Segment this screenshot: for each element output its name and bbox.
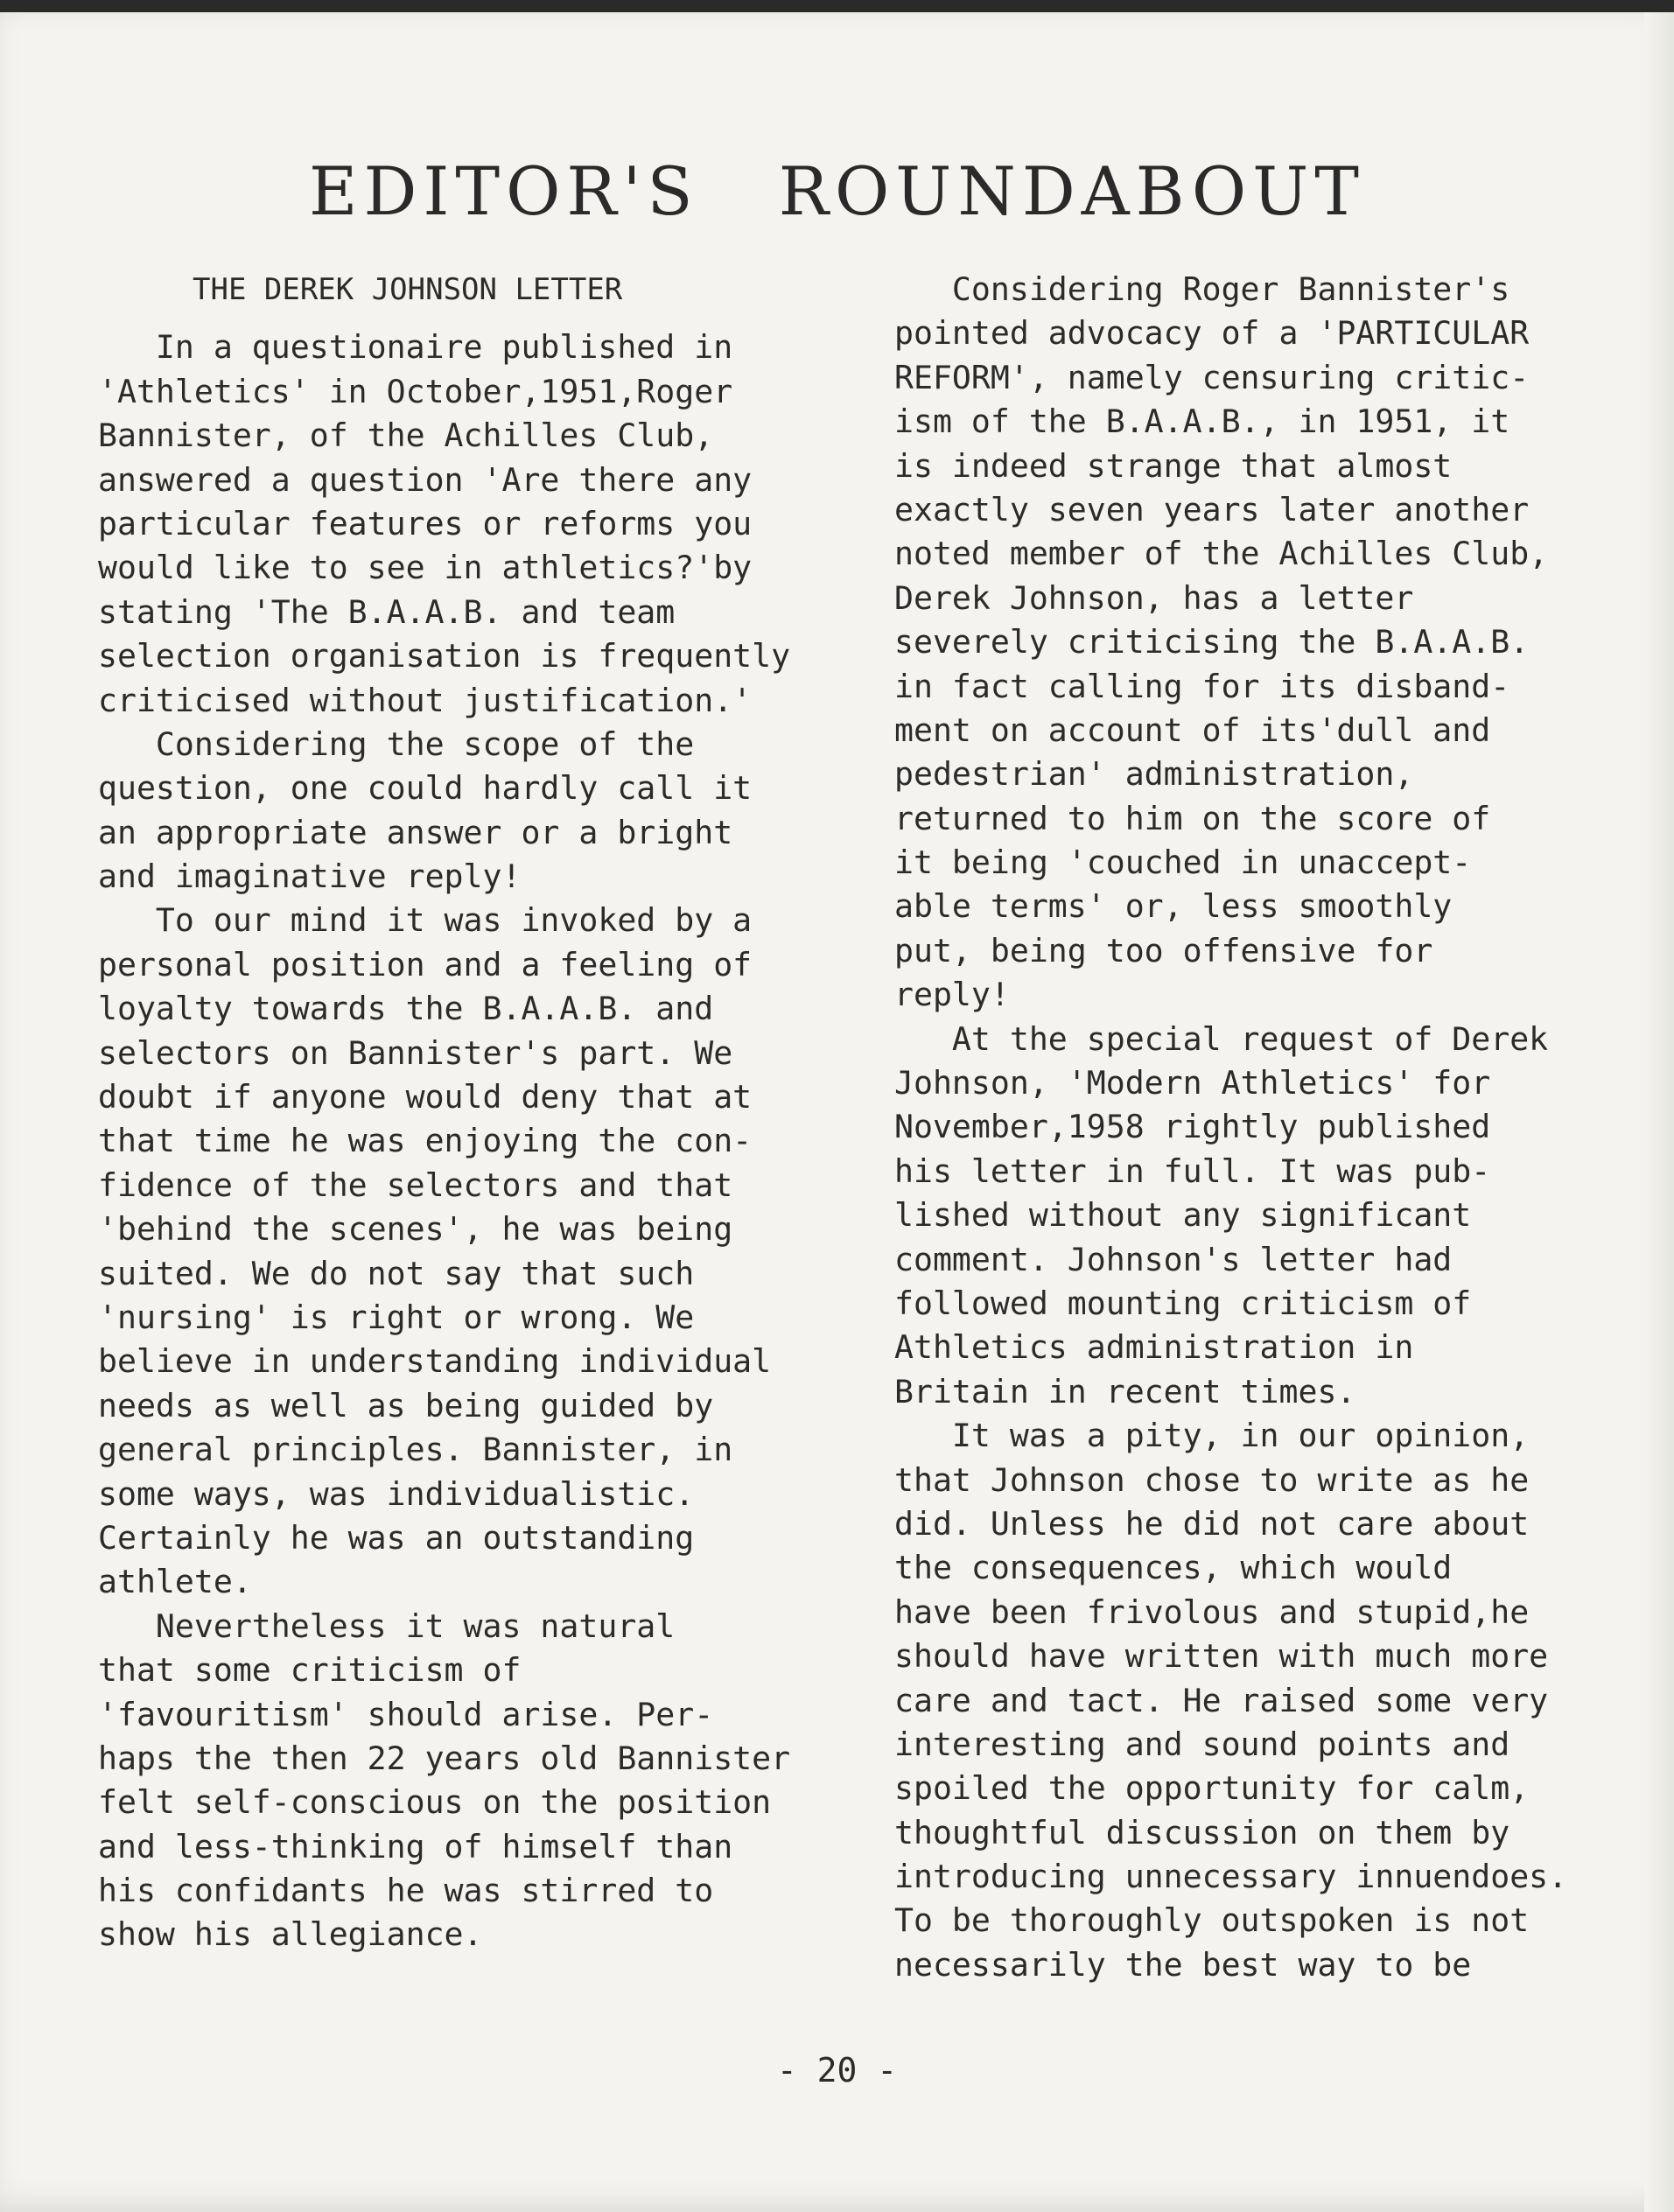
- text-line: question, one could hardly call it: [98, 769, 753, 808]
- text-line: REFORM', namely censuring critic-: [894, 358, 1530, 396]
- text-line: selectors on Bannister's part. We: [98, 1033, 733, 1072]
- text-line: would like to see in athletics?'by: [98, 549, 753, 587]
- text-line: answered a question 'Are there any: [98, 460, 753, 499]
- text-line: At the special request of Derek: [894, 1019, 1549, 1058]
- text-line: loyalty towards the B.A.A.B. and: [98, 990, 714, 1028]
- text-line: necessarily the best way to be: [894, 1945, 1472, 1984]
- text-line: Considering the scope of the: [98, 724, 695, 763]
- text-line: that Johnson chose to write as he: [894, 1460, 1530, 1499]
- text-line: is indeed strange that almost: [894, 446, 1453, 485]
- text-line: stating 'The B.A.A.B. and team: [98, 592, 676, 631]
- text-line: did. Unless he did not care about: [894, 1504, 1530, 1543]
- text-line: care and tact. He raised some very: [894, 1681, 1549, 1719]
- text-line: spoiled the opportunity for calm,: [894, 1769, 1530, 1808]
- text-line: criticised without justification.': [98, 681, 753, 719]
- text-line: reply!: [894, 976, 1010, 1014]
- text-line: doubt if anyone would deny that at: [98, 1078, 753, 1116]
- text-line: Athletics administration in: [894, 1328, 1414, 1367]
- text-line: needs as well as being guided by: [98, 1386, 714, 1424]
- text-line: felt self-conscious on the position: [98, 1783, 772, 1822]
- text-line: November,1958 rightly published: [894, 1108, 1491, 1146]
- text-line: particular features or reforms you: [98, 504, 753, 542]
- text-line: thoughtful discussion on them by: [894, 1813, 1510, 1852]
- text-line: haps the then 22 years old Bannister: [98, 1739, 791, 1777]
- text-line: comment. Johnson's letter had: [894, 1240, 1453, 1278]
- text-line: personal position and a feeling of: [98, 945, 753, 984]
- text-line: show his allegiance.: [98, 1915, 483, 1954]
- text-line: ment on account of its'dull and: [894, 710, 1491, 749]
- text-line: some ways, was individualistic.: [98, 1474, 695, 1513]
- text-line: interesting and sound points and: [894, 1725, 1510, 1763]
- text-line: that time he was enjoying the con-: [98, 1122, 753, 1160]
- right-column: [894, 268, 1664, 1987]
- section-heading: THE DEREK JOHNSON LETTER: [193, 272, 623, 307]
- text-line: followed mounting criticism of: [894, 1284, 1472, 1322]
- text-line: 'favouritism' should arise. Per-: [98, 1695, 714, 1733]
- text-line: 'nursing' is right or wrong. We: [98, 1298, 695, 1336]
- text-line: his confidants he was stirred to: [98, 1872, 714, 1910]
- text-line: Considering Roger Bannister's: [894, 270, 1510, 308]
- text-line: Certainly he was an outstanding: [98, 1518, 695, 1557]
- text-line: To be thoroughly outspoken is not: [894, 1901, 1530, 1940]
- text-line: Derek Johnson, has a letter: [894, 578, 1414, 617]
- text-line: returned to him on the score of: [894, 799, 1491, 837]
- text-line: athlete.: [98, 1563, 252, 1601]
- text-line: 'Athletics' in October,1951,Roger: [98, 372, 733, 410]
- text-line: severely criticising the B.A.A.B.: [894, 623, 1530, 662]
- text-line: and less-thinking of himself than: [98, 1827, 733, 1866]
- text-line: ism of the B.A.A.B., in 1951, it: [894, 402, 1510, 441]
- text-line: suited. We do not say that such: [98, 1254, 695, 1292]
- text-line: To our mind it was invoked by a: [98, 901, 753, 940]
- text-line: fidence of the selectors and that: [98, 1166, 733, 1204]
- text-line: exactly seven years later another: [894, 490, 1530, 528]
- text-line: should have written with much more: [894, 1637, 1549, 1676]
- text-line: pointed advocacy of a 'PARTICULAR: [894, 314, 1530, 353]
- text-line: able terms' or, less smoothly: [894, 887, 1453, 926]
- text-line: pedestrian' administration,: [894, 755, 1414, 794]
- text-line: Britain in recent times.: [894, 1372, 1356, 1410]
- text-line: that some criticism of: [98, 1651, 522, 1690]
- text-line: 'behind the scenes', he was being: [98, 1210, 733, 1249]
- text-line: lished without any significant: [894, 1196, 1472, 1235]
- document-page: [0, 12, 1674, 2212]
- text-line: his letter in full. It was pub-: [894, 1152, 1491, 1190]
- text-line: have been frivolous and stupid,he: [894, 1592, 1530, 1631]
- text-line: It was a pity, in our opinion,: [894, 1417, 1530, 1455]
- text-line: noted member of the Achilles Club,: [894, 535, 1549, 573]
- text-line: it being 'couched in unaccept-: [894, 844, 1472, 882]
- left-column: [98, 268, 886, 1957]
- text-line: the consequences, which would: [894, 1549, 1453, 1587]
- text-line: Nevertheless it was natural: [98, 1606, 676, 1645]
- page-title: EDITOR'S ROUNDABOUT: [309, 152, 1365, 230]
- text-line: selection organisation is frequently: [98, 637, 791, 676]
- page-number: - 20 -: [776, 2051, 898, 2090]
- spacer: [98, 312, 886, 326]
- text-line: put, being too offensive for: [894, 931, 1433, 970]
- text-line: and imaginative reply!: [98, 858, 522, 896]
- text-line: In a questionaire published in: [98, 328, 733, 367]
- text-line: in fact calling for its disband-: [894, 667, 1510, 705]
- text-line: introducing unnecessary innuendoes.: [894, 1858, 1568, 1896]
- text-line: an appropriate answer or a bright: [98, 813, 733, 851]
- text-line: general principles. Bannister, in: [98, 1431, 733, 1469]
- text-line: believe in understanding individual: [98, 1342, 772, 1381]
- text-line: Bannister, of the Achilles Club,: [98, 416, 714, 455]
- text-line: Johnson, 'Modern Athletics' for: [894, 1064, 1491, 1102]
